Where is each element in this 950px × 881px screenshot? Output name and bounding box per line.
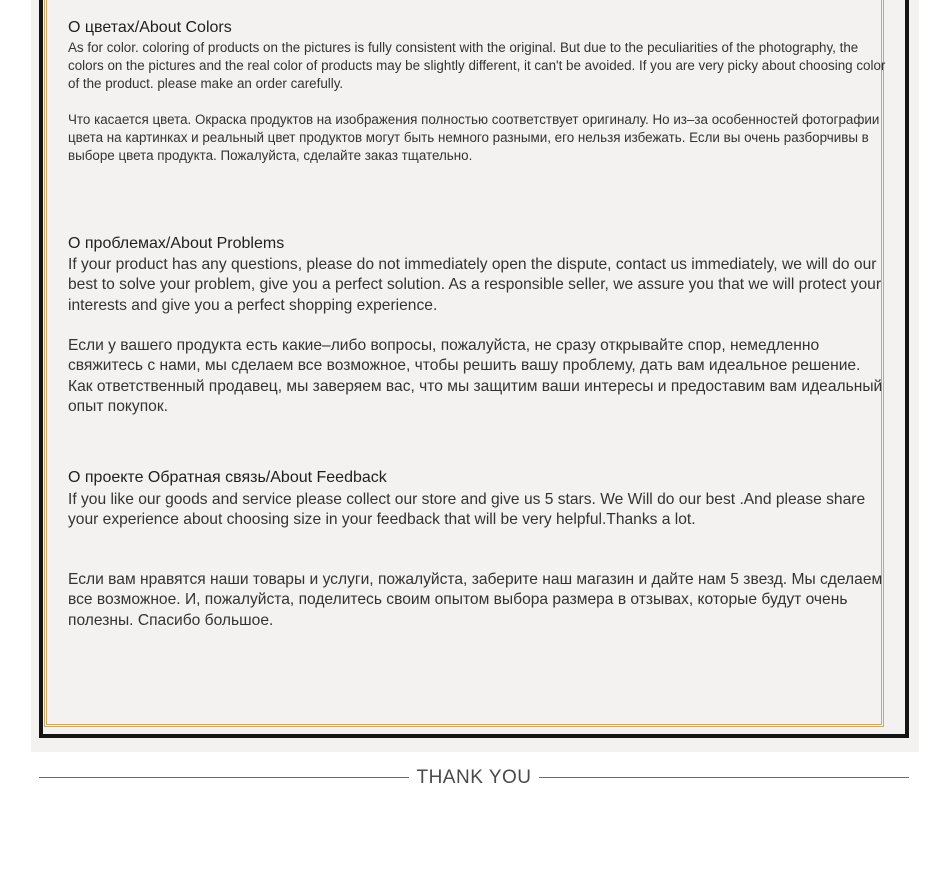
feedback-russian-text: Если вам нравятся наши товары и услуги, пожалуйста, заберите наш магазин и дайте нам 5 звезд. Мы сделаем все возможное. И, пожалуйста, поделитесь своим опытом выбора размера в отзывах, которые будут очень полезны. Спасибо большое.	[68, 571, 883, 629]
problems-russian-text: Если у вашего продукта есть какие–либо вопросы, пожалуйста, не сразу открывайте спор, немедленно свяжитесь с нами, мы сделаем все возможное, чтобы решить вашу проблему, дать вам идеальное решение. Как ответственный продавец, мы заверяем вас, что мы защитим ваши интересы и предоставим вам идеальный опыт покупок.	[68, 337, 883, 415]
thank-you-divider	[39, 766, 909, 790]
thank-you-text: THANK YOU	[416, 767, 532, 788]
divider-line-right	[539, 777, 909, 778]
divider-line-left	[39, 777, 409, 778]
info-card	[31, 0, 919, 752]
problems-english-text: If your product has any questions, please do not immediately open the dispute, contact us immediately, we will do our best to solve your problem, give you a perfect solution. As a responsible seller, we assure you that we will protect your interests and give you a perfect shopping experience.	[68, 256, 882, 314]
colors-english-text: As for color. coloring of products on the pictures is fully consistent with the original. But due to the peculiarities of the photography, the colors on the pictures and the real color of products may be slightly different, it can't be avoided. If you are very picky about choosing color of the product. please make an order carefully.	[68, 40, 886, 91]
colors-heading: О цветах/About Colors	[68, 19, 232, 36]
colors-russian-text: Что касается цвета. Окраска продуктов на изображения полностью соответствует оригиналу. Но из–за особенностей фотографии цвета на картинках и реальный цвет продуктов могут быть немного разными, его нельзя избежать. Если вы очень разборчивы в выборе цвета продукта. Пожалуйста, сделайте заказ тщательно.	[68, 112, 880, 163]
feedback-english-text: If you like our goods and service please collect our store and give us 5 stars. We Will do our best .And please share your experience about choosing size in your feedback that will be very helpful.Thanks a lot.	[68, 491, 866, 529]
problems-heading: О проблемах/About Problems	[68, 235, 285, 252]
feedback-heading: О проекте Обратная связь/About Feedback	[68, 469, 387, 486]
